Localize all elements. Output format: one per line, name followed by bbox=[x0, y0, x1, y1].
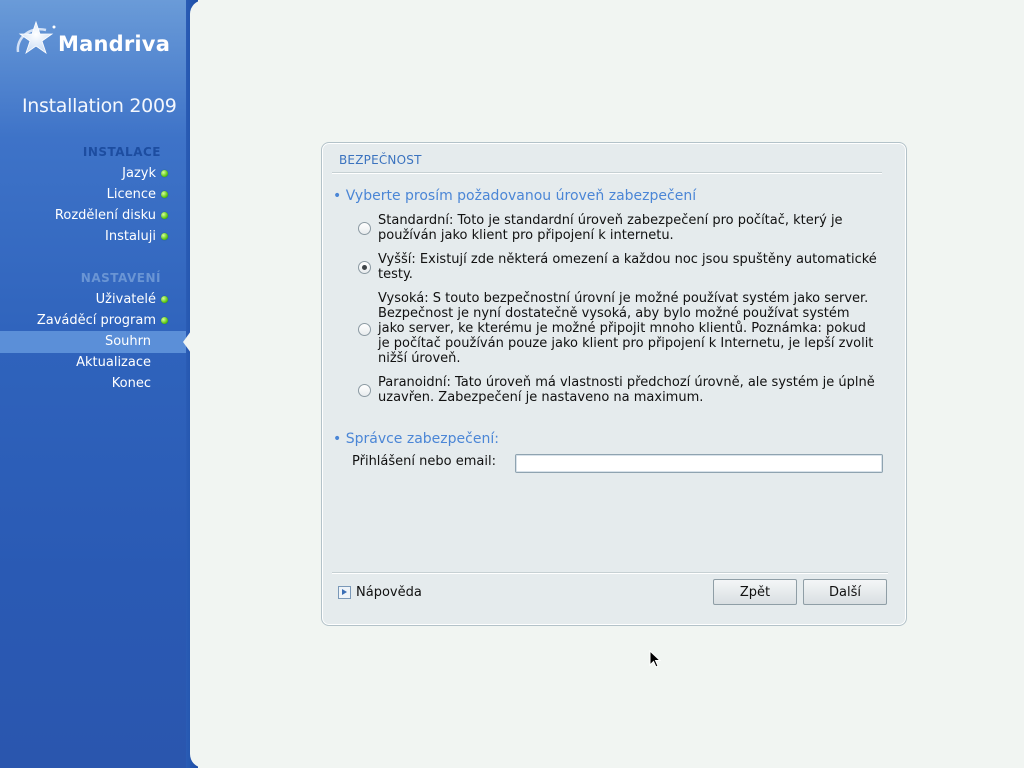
radio-paranoid[interactable] bbox=[358, 384, 371, 397]
sidebar-item-label: Aktualizace bbox=[76, 355, 151, 370]
dialog-title: BEZPEČNOST bbox=[339, 153, 422, 167]
option-standard-text: Standardní: Toto je standardní úroveň zabezpečení pro počítač, který je používán jako klient pro připojení k internetu. bbox=[378, 213, 843, 243]
next-button[interactable]: Další bbox=[803, 579, 887, 605]
login-label: Přihlášení nebo email: bbox=[352, 454, 496, 469]
sidebar-item-users bbox=[96, 289, 168, 310]
help-toggle[interactable] bbox=[338, 585, 422, 600]
footer-divider bbox=[332, 572, 888, 573]
step-done-icon bbox=[161, 317, 168, 324]
sidebar-item-label: Konec bbox=[111, 376, 151, 391]
security-level-heading: • Vyberte prosím požadovanou úroveň zabezpečení bbox=[333, 188, 697, 204]
product-title: Installation 2009 bbox=[22, 95, 177, 117]
sidebar-item-partitioning bbox=[55, 205, 168, 226]
sidebar-item-label: Licence bbox=[106, 187, 156, 202]
brand-logo-text: Mandriva bbox=[58, 32, 171, 56]
sidebar-active-highlight bbox=[0, 331, 186, 353]
step-done-icon bbox=[161, 170, 168, 177]
sidebar-item-summary bbox=[105, 331, 156, 352]
mouse-pointer-icon bbox=[649, 650, 663, 670]
sidebar-item-label: Rozdělení disku bbox=[54, 208, 156, 223]
sidebar-item-installing bbox=[105, 226, 168, 247]
sidebar-item-updates bbox=[76, 352, 156, 373]
section-title-settings: NASTAVENÍ bbox=[80, 271, 161, 285]
active-step-arrow-icon bbox=[183, 331, 191, 353]
sidebar-item-label: Zaváděcí program bbox=[36, 313, 156, 328]
sidebar-item-label: Instaluji bbox=[105, 229, 156, 244]
sidebar-item-label: Souhrn bbox=[104, 334, 151, 349]
section-title-install: INSTALACE bbox=[82, 145, 161, 159]
security-dialog bbox=[321, 142, 907, 626]
step-done-icon bbox=[161, 233, 168, 240]
radio-standard[interactable] bbox=[358, 222, 371, 235]
sidebar bbox=[0, 0, 198, 768]
sidebar-item-finish bbox=[112, 373, 156, 394]
sidebar-item-license bbox=[107, 184, 168, 205]
back-button[interactable]: Zpět bbox=[713, 579, 797, 605]
step-done-icon bbox=[161, 191, 168, 198]
option-high-text: Vysoká: S touto bezpečnostní úrovní je možné používat systém jako server. Bezpečnost je nyní dostatečně vysoká, aby bylo možné používat systém jako server, ke kterému je možné připojit mnoho klientů. Poznámka: pokud je počítač používán pouze jako klient pro připojení k Internetu, je lepší zvolit nižší úroveň. bbox=[378, 291, 874, 366]
radio-high[interactable] bbox=[358, 323, 371, 336]
step-done-icon bbox=[161, 212, 168, 219]
option-paranoid-text: Paranoidní: Tato úroveň má vlastnosti předchozí úrovně, ale systém je úplně uzavřen. Zabezpečení je nastaveno na maximum. bbox=[378, 375, 875, 405]
security-admin-heading: • Správce zabezpečení: bbox=[333, 431, 499, 447]
sidebar-item-label: Uživatelé bbox=[95, 292, 156, 307]
help-label: Nápověda bbox=[356, 585, 422, 600]
radio-higher[interactable] bbox=[358, 261, 371, 274]
divider bbox=[332, 172, 882, 173]
sidebar-item-bootloader bbox=[37, 310, 168, 331]
sidebar-item-label: Jazyk bbox=[122, 166, 156, 181]
option-higher-text: Vyšší: Existují zde některá omezení a každou noc jsou spuštěny automatické testy. bbox=[378, 252, 877, 282]
content-edge bbox=[190, 0, 214, 768]
login-email-input[interactable] bbox=[515, 454, 883, 473]
sidebar-item-language bbox=[122, 163, 168, 184]
step-done-icon bbox=[161, 296, 168, 303]
expand-arrow-icon[interactable] bbox=[338, 586, 351, 599]
